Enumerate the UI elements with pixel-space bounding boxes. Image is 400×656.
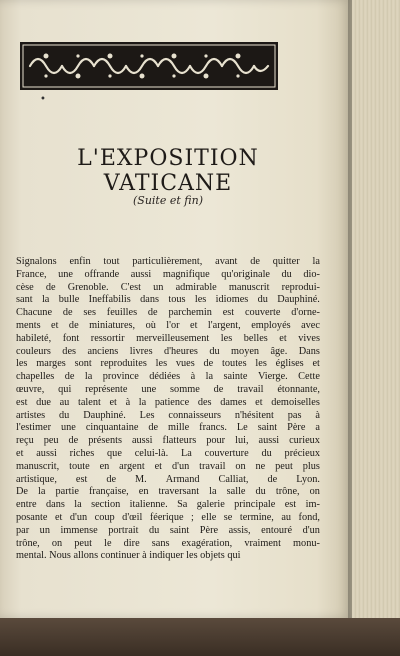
text-line: posante et d'un coup d'œil féerique ; elle se termine, au fond,: [16, 511, 320, 523]
text-line: trône, on peut le dire sans exagération, vraiment monu-: [16, 537, 320, 549]
text-line: mental. Nous allons continuer à indiquer les objets qui: [16, 550, 241, 562]
decorative-header-band: [20, 42, 278, 90]
text-line: l'estimer une cinquantaine de mille francs. Le saint Père a: [16, 422, 320, 434]
text-line: artistes du Dauphiné. Les connaisseurs n'hésitent pas à: [16, 409, 320, 421]
text-line: ments et de miniatures, où l'or et l'argent, employés avec: [16, 319, 320, 331]
text-line: artistique, est de M. Armand Calliat, de Lyon.: [16, 473, 320, 485]
text-line: par un immense portrait du saint Père assis, entouré d'un: [16, 524, 320, 536]
article-body: [16, 256, 320, 563]
text-line: et aussi riches que celui-là. La couverture du précieux: [16, 447, 320, 459]
ornament-scroll-icon: [20, 42, 278, 90]
text-line: manuscrit, toute en argent et d'un travail on ne peut plus: [16, 460, 320, 472]
text-line: Signalons enfin tout particulièrement, avant de quitter la: [16, 256, 320, 267]
text-line: cèse de Grenoble. C'est un admirable manuscrit reprodui-: [16, 281, 320, 293]
article-title: L'EXPOSITION VATICANE: [77, 146, 259, 196]
text-line: chapelles de la province dédiées à la sainte Vierge. Cette: [16, 371, 320, 383]
text-line: sant la bulle Ineffabilis dans tous les idiomes du Dauphiné.: [16, 294, 320, 306]
text-line: Chacune de ses feuilles de parchemin est couverte d'orne-: [16, 307, 320, 319]
text-line: reçu peu de présents aussi flatteurs pour lui, aussi curieux: [16, 435, 320, 447]
text-line: est due au talent et à la patience des dames et demoiselles: [16, 396, 320, 408]
book-bottom-edge: [0, 618, 400, 656]
text-line: habileté, font ressortir merveilleusement les belles et vives: [16, 332, 320, 344]
text-line: les marges sont reproduites les vues de toutes les églises et: [16, 358, 320, 370]
text-line: France, une offrande aussi magnifique qu'originale du dio-: [16, 268, 320, 280]
text-line: entre dans la section italienne. Sa galerie principale est im-: [16, 499, 320, 511]
page-mark: •: [40, 94, 46, 105]
text-line: De la partie française, en traversant la salle du trône, on: [16, 486, 320, 498]
article-subtitle: (Suite et fin): [133, 194, 203, 207]
text-line: œuvre, qui représente une somme de travail étonnante,: [16, 383, 320, 395]
page-edges: [352, 0, 400, 620]
text-line: couleurs des anciens livres d'heures du moyen âge. Dans: [16, 345, 320, 357]
